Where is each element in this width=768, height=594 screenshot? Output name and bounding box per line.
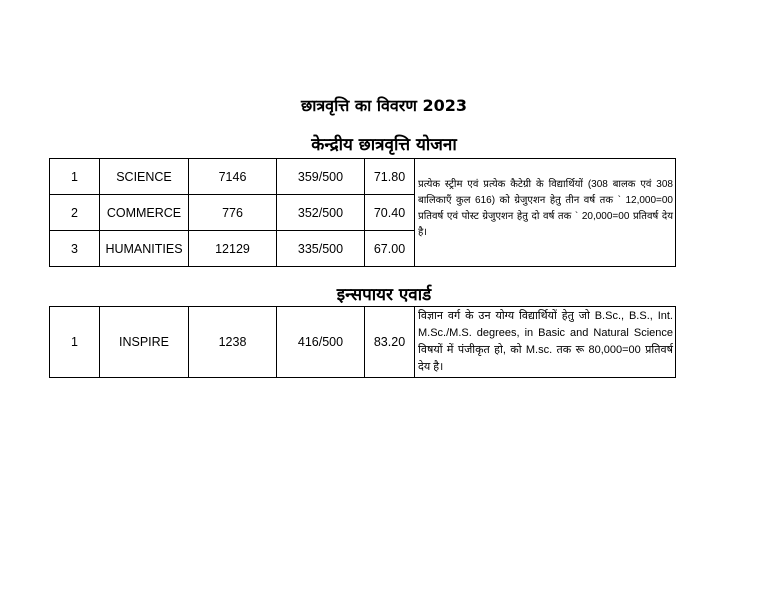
student-count: 7146 (189, 159, 277, 195)
inspire-table (49, 306, 676, 378)
cutoff-marks: 359/500 (277, 159, 365, 195)
stream-name: SCIENCE (100, 159, 189, 195)
serial-number: 1 (50, 159, 100, 195)
table-row (50, 307, 676, 378)
scholarship-description: प्रत्येक स्ट्रीम एवं प्रत्येक कैटेग्री के विद्यार्थियों (308 बालक एवं 308 बालिकाएँ कुल 616) को ग्रेजुएशन हेतु तीन वर्ष तक ` 12,000=00 प्रतिवर्ष एवं पोस्ट ग्रेजुएशन हेतु दो वर्ष तक ` 20,000=00 प्रतिवर्ष देय है। (415, 159, 676, 267)
student-count: 776 (189, 195, 277, 231)
central-scheme-table (49, 158, 676, 267)
serial-number: 2 (50, 195, 100, 231)
document-title: छात्रवृत्ति का विवरण 2023 (300, 96, 467, 115)
inspire-description: विज्ञान वर्ग के उन योग्य विद्यार्थियों हेतु जो B.Sc., B.S., Int. M.Sc./M.S. degrees, in Basic and Natural Science विषयों में पंजीकृत हो, को M.sc. तक रू 80,000=00 प्रतिवर्ष देय है। (415, 307, 676, 378)
stream-name: COMMERCE (100, 195, 189, 231)
inspire-heading: इन्सपायर एवार्ड (336, 285, 432, 305)
central-scheme-heading: केन्द्रीय छात्रवृत्ति योजना (311, 135, 457, 155)
cutoff-marks: 352/500 (277, 195, 365, 231)
table-row (50, 159, 676, 195)
cutoff-percent: 67.00 (365, 231, 415, 267)
cutoff-marks: 416/500 (277, 307, 365, 378)
cutoff-percent: 83.20 (365, 307, 415, 378)
student-count: 1238 (189, 307, 277, 378)
cutoff-marks: 335/500 (277, 231, 365, 267)
serial-number: 1 (50, 307, 100, 378)
stream-name: INSPIRE (100, 307, 189, 378)
cutoff-percent: 71.80 (365, 159, 415, 195)
student-count: 12129 (189, 231, 277, 267)
cutoff-percent: 70.40 (365, 195, 415, 231)
stream-name: HUMANITIES (100, 231, 189, 267)
serial-number: 3 (50, 231, 100, 267)
